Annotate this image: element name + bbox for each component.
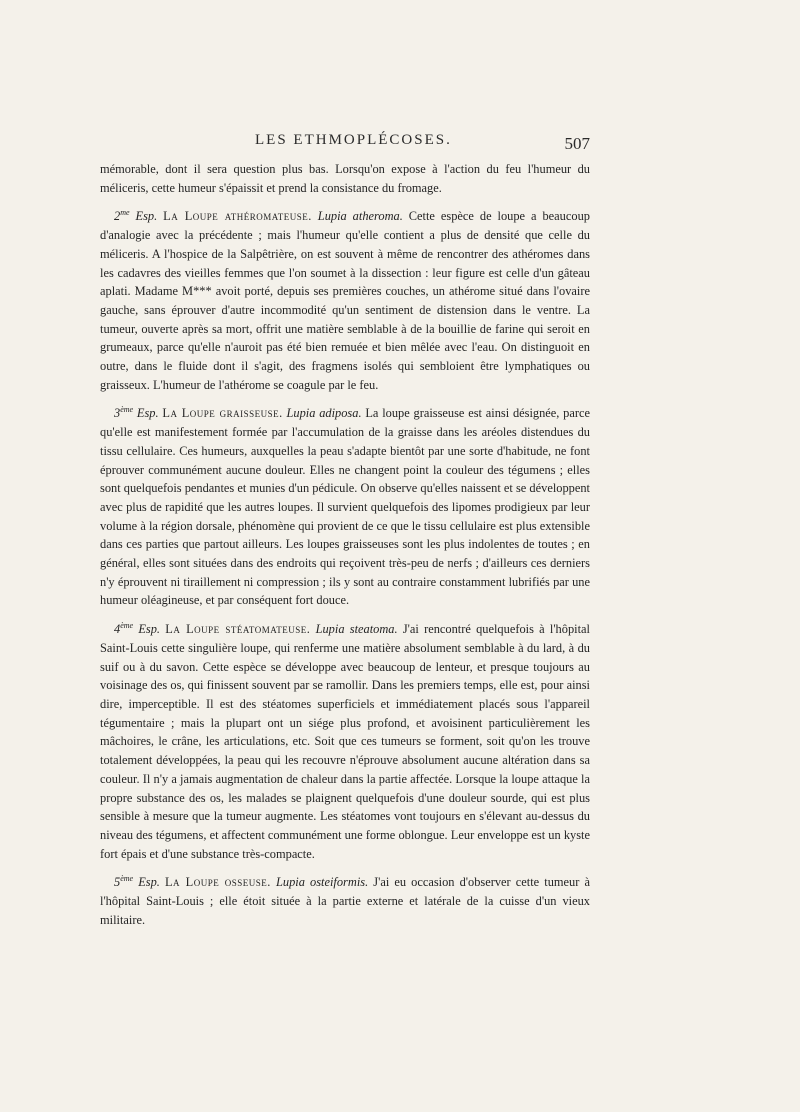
species-text: J'ai eu occasion d'observer cette tumeur à l'hôpital Saint-Louis ; elle étoit située à la partie externe et latérale de la cuisse d'un vieux militaire.: [100, 875, 590, 927]
species-number: 4ème Esp.: [114, 621, 161, 637]
species-latin: Lupia osteiformis.: [276, 875, 369, 890]
species-name: La Loupe athéromateuse.: [163, 209, 312, 224]
species-number: 5ème Esp.: [114, 874, 160, 890]
species-paragraph-5: [100, 873, 590, 929]
species-text: La loupe graisseuse est ainsi désignée, parce qu'elle est manifestement formée par l'accumulation de la graisse dans les aréoles distendues du tissu cellulaire. Ces humeurs, auxquelles la peau s'adapte bientôt par une sorte d'habitude, ne font éprouver communément aucune douleur. Elles ne changent point la couleur des tégumens ; elles sont quelquefois pendantes et munies d'un pédicule. On observe qu'elles naissent et se développent avec plus de rapidité que les autres loupes. Il survient quelquefois des lipomes prodigieux par leur volume à la région dorsale, phénomène qui provient de ce que le tissu cellulaire est plus extensible dans ces parties que partout ailleurs. Les loupes graisseuses sont les plus indolentes de toutes ; en général, elles sont situées dans des endroits qui reçoivent très-peu de nerfs ; d'ailleurs ces derniers n'y éprouvent ni tiraillement ni compression ; ils y sont au contraire constamment lubrifiés par une humeur oléagineuse, et par conséquent fort douce.: [100, 406, 591, 608]
page-header: [100, 132, 590, 156]
species-latin: Lupia atheroma.: [317, 209, 403, 224]
species-name: La Loupe osseuse.: [164, 875, 271, 890]
species-name: La Loupe graisseuse.: [162, 406, 283, 421]
species-latin: Lupia steatoma.: [315, 622, 398, 637]
species-number: $2^{me}$ Esp.: [114, 208, 158, 224]
species-paragraph-4: [100, 620, 590, 863]
running-title: LES ETHMOPLÉCOSES.: [255, 132, 452, 148]
species-name: La Loupe stéatomateuse.: [165, 622, 311, 637]
page-body: [100, 160, 590, 939]
species-paragraph-2: [100, 207, 590, 394]
species-text: J'ai rencontré quelquefois à l'hôpital Saint-Louis cette singulière loupe, qui renferme une matière absolument semblable à du lard, à du suif ou à du savon. Cette espèce se développe avec beaucoup de lenteur, et presque toujours au voisinage des os, qui finissent souvent par se ramollir. Dans les premiers temps, elle est, pour ainsi dire, imperceptible. Il est des stéatomes superficiels et immédiatement placés sous l'appareil tégumentaire ; mais la plupart ont un siége plus profond, et avoisinent particulièrement les mâchoires, le crâne, les articulations, etc. Soit que ces tumeurs se forment, soit qu'on les trouve totalement développées, la peau qui les recouvre n'éprouve absolument aucune altération dans sa couleur. Il n'y a jamais augmentation de chaleur dans la partie affectée. Lorsque la loupe attaque la propre substance des os, les malades se plaignent quelquefois d'une douleur sourde, qui est plus sensible à mesure que la tumeur augmente. Les stéatomes vont toujours en s'élevant au-dessus du niveau des tégumens, et affectent communément une forme oblongue. Leur enveloppe est un kyste fort épais et d'une substance très-compacte.: [100, 622, 590, 861]
species-number: 3ème Esp.: [114, 405, 159, 421]
opening-paragraph: mémorable, dont il sera question plus bas. Lorsqu'on expose à l'action du feu l'humeur du méliceris, cette humeur s'épaissit et prend la consistance du fromage.: [100, 162, 590, 195]
page-number: 507: [564, 134, 590, 153]
species-text: Cette espèce de loupe a beaucoup d'analogie avec la précédente ; mais l'humeur qu'elle contient a plus de densité que celle du méliceris. A l'hospice de la Salpêtrière, on est souvent à même de rencontrer des athéromes dans les cadavres des vieilles femmes que l'on soumet à la dissection : leur figure est celle d'un gâteau aplati. Madame M*** avoit porté, depuis ses premières couches, un athérome situé dans l'ovaire gauche, sans éprouver d'autre incommodité qu'un sentiment de distension dans le ventre. La tumeur, ouverte après sa mort, offrit une matière semblable à de la bouillie de farine qui seroit en grumeaux, parce qu'elle n'auroit pas été bien remuée et bien mêlée avec l'eau. On distinguoit en outre, dans le fluide dont il s'agit, des fragmens isolés qui sembloient être lymphatiques ou graisseux. L'humeur de l'athérome se coagule par le feu.: [100, 209, 590, 392]
species-paragraph-3: [100, 404, 590, 610]
species-latin: Lupia adiposa.: [286, 406, 362, 421]
